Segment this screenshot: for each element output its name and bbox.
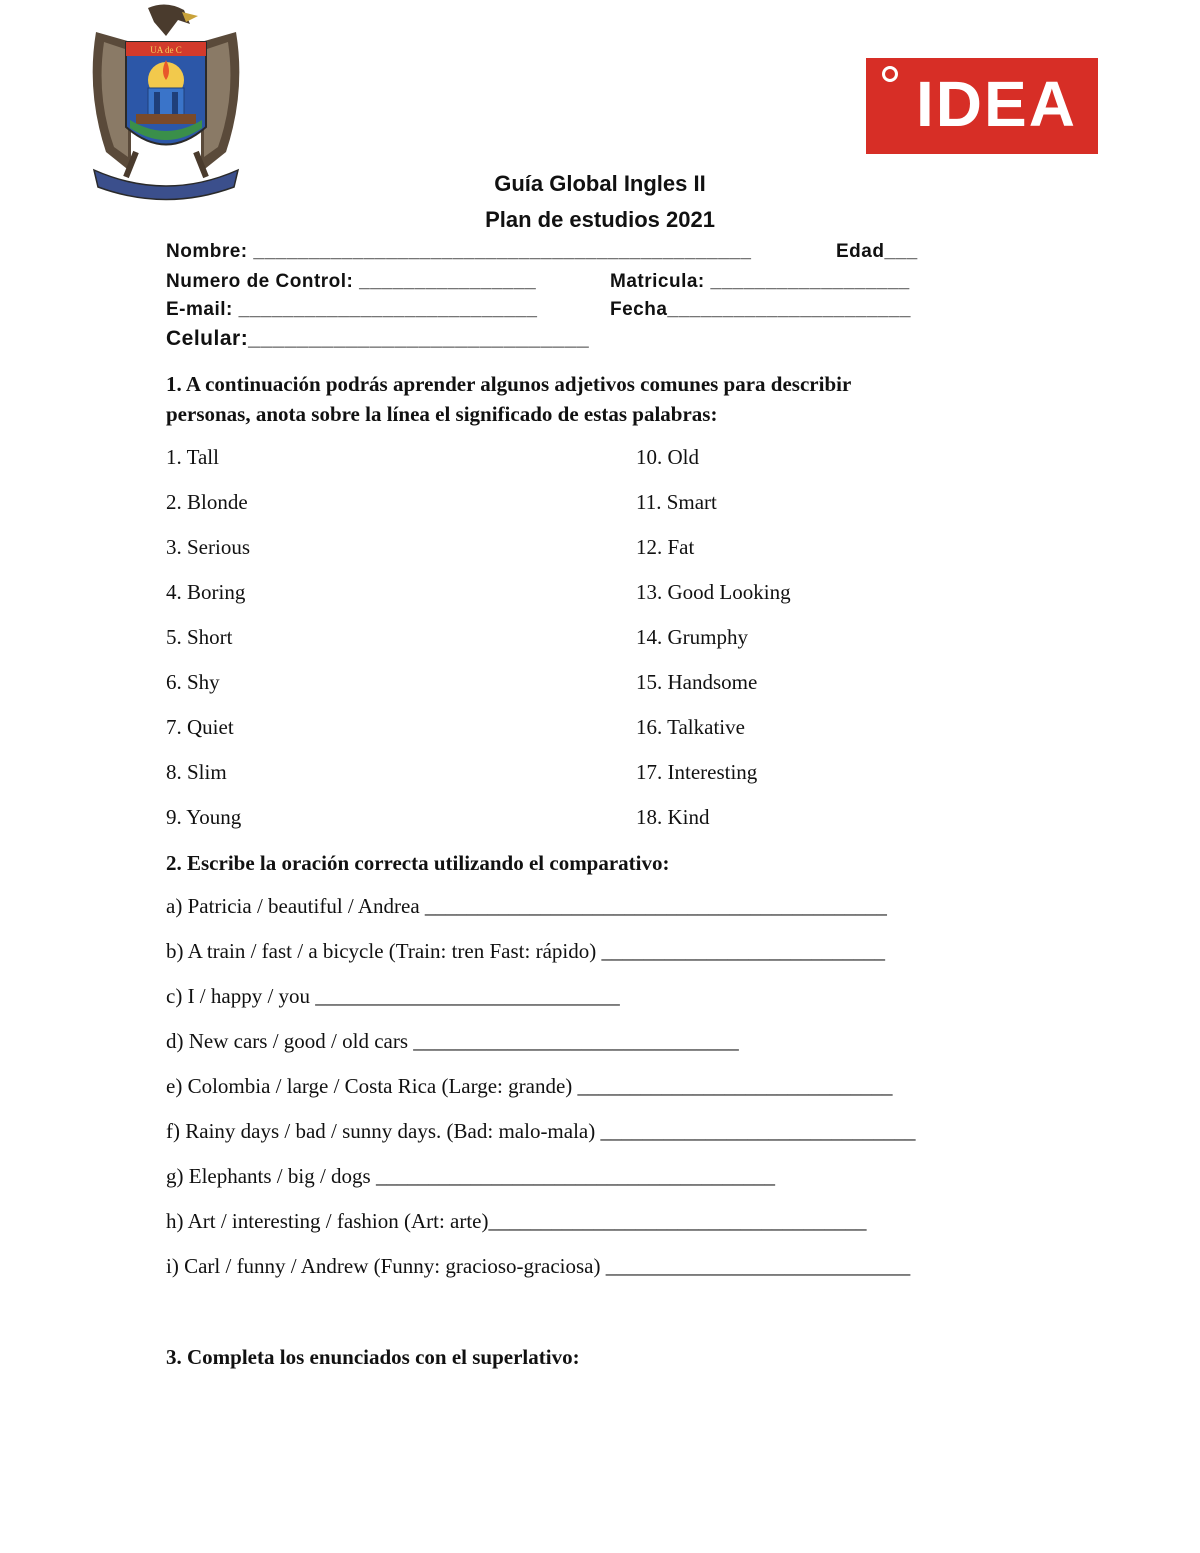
idea-logo-text: IDEA (916, 68, 1077, 140)
adjective-item: 9. Young (166, 805, 242, 829)
adjective-item: 17. Interesting (636, 760, 758, 784)
adjective-item: 10. Old (636, 445, 699, 469)
adjective-item: 5. Short (166, 625, 233, 649)
idea-logo (866, 58, 1098, 154)
adjective-item: 12. Fat (636, 535, 695, 559)
adjective-item: 2. Blonde (166, 490, 248, 514)
edad-field: Edad___ (836, 241, 918, 262)
section2-heading: 2. Escribe la oración correcta utilizando el comparativo: (166, 851, 670, 875)
adjective-item: 16. Talkative (636, 715, 745, 739)
comparative-sentence: e) Colombia / large / Costa Rica (Large: grande) ______________________________ (166, 1074, 893, 1098)
adjective-item: 14. Grumphy (636, 625, 748, 649)
numero-control-field: Numero de Control: ________________ (166, 271, 537, 292)
comparative-sentence: b) A train / fast / a bicycle (Train: tren Fast: rápido) ___________________________ (166, 939, 885, 963)
adjective-item: 6. Shy (166, 670, 220, 694)
page-subtitle: Plan de estudios 2021 (485, 207, 715, 232)
registered-mark-icon (882, 66, 898, 82)
adjective-item: 11. Smart (636, 490, 717, 514)
adjective-item: 15. Handsome (636, 670, 758, 694)
comparative-sentence: c) I / happy / you _____________________________ (166, 984, 620, 1008)
page-title: Guía Global Ingles II (494, 171, 706, 196)
adjective-item: 13. Good Looking (636, 580, 791, 604)
fecha-field: Fecha______________________ (610, 299, 911, 320)
adjective-item: 8. Slim (166, 760, 227, 784)
comparative-sentence: h) Art / interesting / fashion (Art: arte)____________________________________ (166, 1209, 867, 1233)
adjective-item: 18. Kind (636, 805, 710, 829)
matricula-field: Matricula: __________________ (610, 271, 910, 292)
crest-ribbon-text: UA de C (150, 45, 182, 55)
comparative-sentence: i) Carl / funny / Andrew (Funny: gracioso-graciosa) _____________________________ (166, 1254, 911, 1278)
nombre-field: Nombre: _____________________________________________ (166, 241, 752, 262)
comparative-sentence: a) Patricia / beautiful / Andrea ____________________________________________ (166, 894, 887, 918)
comparative-sentence: d) New cars / good / old cars _______________________________ (166, 1029, 739, 1053)
section1-heading-line1: 1. A continuación podrás aprender algunos adjetivos comunes para describir (166, 372, 852, 396)
adjective-item: 7. Quiet (166, 715, 234, 739)
adjective-item: 1. Tall (166, 445, 219, 469)
section1-heading-line2: personas, anota sobre la línea el significado de estas palabras: (166, 402, 718, 426)
comparative-sentence: f) Rainy days / bad / sunny days. (Bad: malo-mala) ______________________________ (166, 1119, 916, 1143)
email-field: E-mail: ___________________________ (166, 299, 538, 320)
adjective-item: 3. Serious (166, 535, 250, 559)
adjective-item: 4. Boring (166, 580, 246, 604)
comparative-sentence: g) Elephants / big / dogs ______________________________________ (166, 1164, 775, 1188)
section3-heading: 3. Completa los enunciados con el superlativo: (166, 1345, 580, 1369)
celular-field: Celular:____________________________ (166, 327, 590, 350)
